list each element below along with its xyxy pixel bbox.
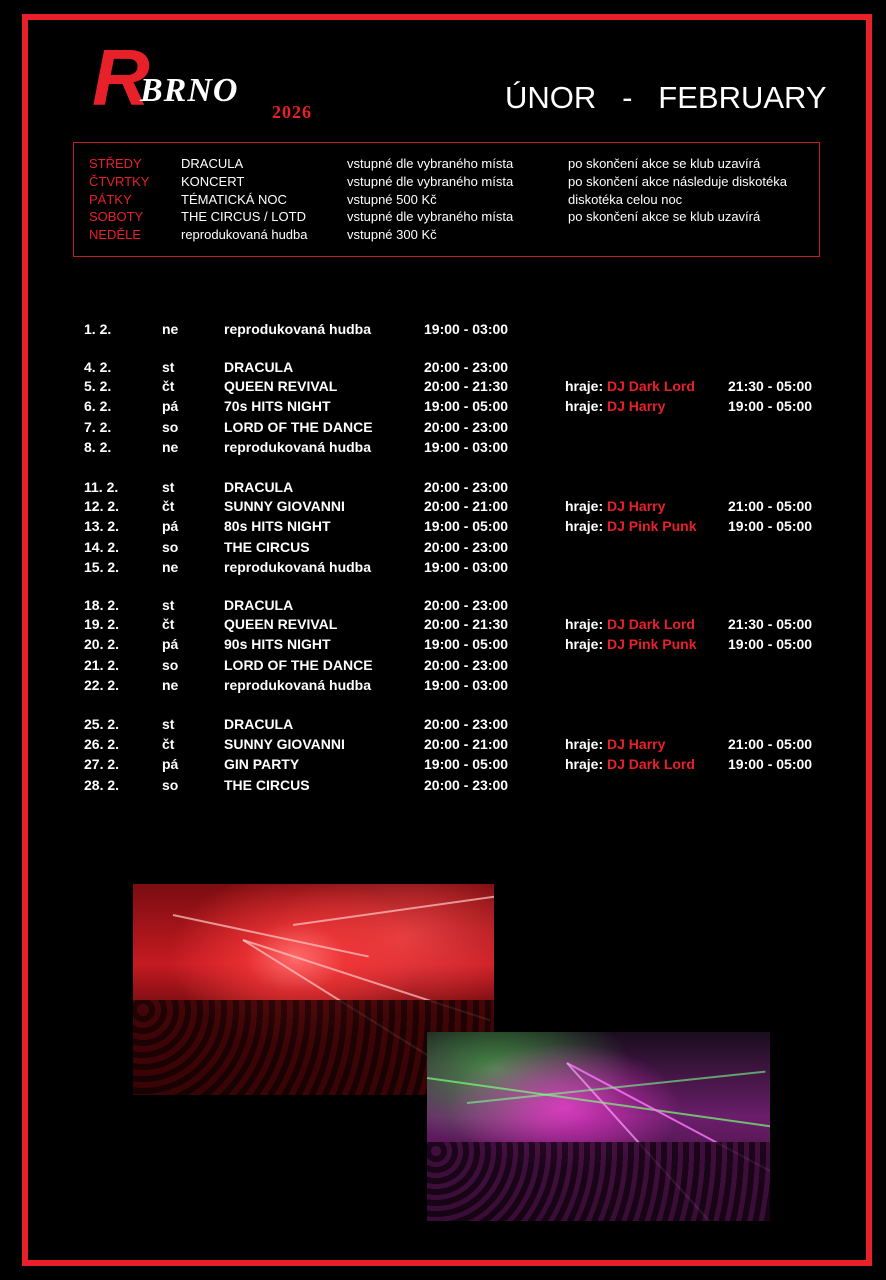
hraje-label: hraje: xyxy=(565,398,608,414)
info-day: SOBOTY xyxy=(89,209,144,224)
event-name: 80s HITS NIGHT xyxy=(224,518,331,534)
dj-time: 19:00 - 05:00 xyxy=(728,398,813,414)
event-weekday: čt xyxy=(162,378,175,394)
event-weekday: čt xyxy=(162,616,175,632)
schedule-row xyxy=(0,398,886,418)
info-event: THE CIRCUS / LOTD xyxy=(181,209,306,224)
dj-line xyxy=(565,616,695,632)
event-name: 90s HITS NIGHT xyxy=(224,636,331,652)
event-weekday: st xyxy=(162,716,175,732)
event-date: 1. 2. xyxy=(84,321,112,337)
info-row-saturday xyxy=(74,209,819,227)
event-name: QUEEN REVIVAL xyxy=(224,378,338,394)
dj-time: 19:00 - 05:00 xyxy=(728,518,813,534)
dj-time: 21:30 - 05:00 xyxy=(728,378,813,394)
hraje-label: hraje: xyxy=(565,756,608,772)
dj-line xyxy=(565,736,665,752)
event-date: 5. 2. xyxy=(84,378,112,394)
dj-line xyxy=(565,756,695,772)
schedule-row xyxy=(0,518,886,538)
dj-name: DJ Harry xyxy=(607,398,666,414)
dj-time: 19:00 - 05:00 xyxy=(728,756,813,772)
info-row-friday xyxy=(74,192,819,210)
event-weekday: so xyxy=(162,777,179,793)
dj-name: DJ Harry xyxy=(607,498,666,514)
event-name: DRACULA xyxy=(224,359,294,375)
info-row-sunday xyxy=(74,227,819,245)
hraje-label: hraje: xyxy=(565,498,608,514)
event-weekday: st xyxy=(162,359,175,375)
event-time: 20:00 - 23:00 xyxy=(424,539,509,555)
event-weekday: pá xyxy=(162,756,179,772)
schedule-row xyxy=(0,616,886,636)
event-date: 28. 2. xyxy=(84,777,120,793)
info-day: STŘEDY xyxy=(89,156,142,171)
dj-line xyxy=(565,636,696,652)
hraje-label: hraje: xyxy=(565,736,608,752)
hraje-label: hraje: xyxy=(565,616,608,632)
dj-line xyxy=(565,498,665,514)
event-date: 18. 2. xyxy=(84,597,120,613)
info-note: po skončení akce následuje diskotéka xyxy=(568,174,787,189)
event-weekday: čt xyxy=(162,736,175,752)
event-weekday: st xyxy=(162,479,175,495)
event-time: 20:00 - 23:00 xyxy=(424,419,509,435)
schedule-row xyxy=(0,479,886,499)
schedule-row xyxy=(0,419,886,439)
club-photo-laser xyxy=(427,1032,770,1221)
dj-line xyxy=(565,398,665,414)
event-date: 6. 2. xyxy=(84,398,112,414)
weekly-info-box xyxy=(73,142,820,257)
schedule-row xyxy=(0,539,886,559)
event-date: 20. 2. xyxy=(84,636,120,652)
event-time: 19:00 - 05:00 xyxy=(424,518,509,534)
event-date: 15. 2. xyxy=(84,559,120,575)
event-time: 19:00 - 03:00 xyxy=(424,439,509,455)
event-weekday: ne xyxy=(162,439,179,455)
event-time: 20:00 - 21:00 xyxy=(424,736,509,752)
event-time: 19:00 - 03:00 xyxy=(424,321,509,337)
info-note: diskotéka celou noc xyxy=(568,192,683,207)
schedule-row xyxy=(0,321,886,341)
info-note: po skončení akce se klub uzavírá xyxy=(568,209,761,224)
info-day: PÁTKY xyxy=(89,192,132,207)
dj-name: DJ Harry xyxy=(607,736,666,752)
schedule-row xyxy=(0,657,886,677)
event-name: GIN PARTY xyxy=(224,756,300,772)
event-time: 20:00 - 23:00 xyxy=(424,777,509,793)
event-name: THE CIRCUS xyxy=(224,777,310,793)
schedule-row xyxy=(0,378,886,398)
event-name: DRACULA xyxy=(224,716,294,732)
schedule-row xyxy=(0,359,886,379)
event-date: 22. 2. xyxy=(84,677,120,693)
dj-name: DJ Dark Lord xyxy=(607,616,695,632)
event-name: 70s HITS NIGHT xyxy=(224,398,331,414)
event-name: reprodukovaná hudba xyxy=(224,559,372,575)
event-name: QUEEN REVIVAL xyxy=(224,616,338,632)
info-admission: vstupné 300 Kč xyxy=(347,227,437,242)
event-date: 19. 2. xyxy=(84,616,120,632)
hraje-label: hraje: xyxy=(565,378,608,394)
event-name: reprodukovaná hudba xyxy=(224,439,372,455)
event-time: 20:00 - 21:30 xyxy=(424,378,509,394)
event-time: 19:00 - 03:00 xyxy=(424,677,509,693)
schedule-row xyxy=(0,597,886,617)
event-date: 4. 2. xyxy=(84,359,112,375)
dj-name: DJ Dark Lord xyxy=(607,756,695,772)
dj-name: DJ Pink Punk xyxy=(607,636,697,652)
event-time: 20:00 - 23:00 xyxy=(424,657,509,673)
rbrno-logo xyxy=(92,33,332,126)
event-name: reprodukovaná hudba xyxy=(224,677,372,693)
info-admission: vstupné dle vybraného místa xyxy=(347,209,514,224)
info-day: ČTVRTKY xyxy=(89,174,150,189)
schedule-row xyxy=(0,716,886,736)
event-date: 11. 2. xyxy=(84,479,119,495)
event-date: 27. 2. xyxy=(84,756,120,772)
info-row-wednesday xyxy=(74,156,819,174)
event-time: 20:00 - 23:00 xyxy=(424,359,509,375)
schedule-row xyxy=(0,636,886,656)
event-time: 19:00 - 03:00 xyxy=(424,559,509,575)
info-admission: vstupné dle vybraného místa xyxy=(347,174,514,189)
info-day: NEDĚLE xyxy=(89,227,142,242)
dj-name: DJ Pink Punk xyxy=(607,518,697,534)
dj-time: 21:00 - 05:00 xyxy=(728,736,813,752)
event-name: LORD OF THE DANCE xyxy=(224,419,373,435)
hraje-label: hraje: xyxy=(565,518,608,534)
event-weekday: pá xyxy=(162,518,179,534)
event-time: 19:00 - 05:00 xyxy=(424,636,509,652)
event-date: 21. 2. xyxy=(84,657,120,673)
event-date: 14. 2. xyxy=(84,539,120,555)
event-time: 19:00 - 05:00 xyxy=(424,756,509,772)
schedule-row xyxy=(0,439,886,459)
event-time: 20:00 - 23:00 xyxy=(424,479,509,495)
event-date: 7. 2. xyxy=(84,419,112,435)
event-name: LORD OF THE DANCE xyxy=(224,657,373,673)
dj-time: 21:00 - 05:00 xyxy=(728,498,813,514)
event-name: SUNNY GIOVANNI xyxy=(224,498,345,514)
info-event: DRACULA xyxy=(181,156,244,171)
info-note: po skončení akce se klub uzavírá xyxy=(568,156,761,171)
info-event: reprodukovaná hudba xyxy=(181,227,308,242)
event-date: 25. 2. xyxy=(84,716,120,732)
event-name: THE CIRCUS xyxy=(224,539,310,555)
event-weekday: čt xyxy=(162,498,175,514)
event-date: 26. 2. xyxy=(84,736,120,752)
dj-line xyxy=(565,518,696,534)
event-time: 20:00 - 23:00 xyxy=(424,716,509,732)
event-weekday: st xyxy=(162,597,175,613)
event-name: SUNNY GIOVANNI xyxy=(224,736,345,752)
dj-name: DJ Dark Lord xyxy=(607,378,695,394)
event-time: 19:00 - 05:00 xyxy=(424,398,509,414)
event-name: reprodukovaná hudba xyxy=(224,321,372,337)
event-weekday: pá xyxy=(162,636,179,652)
schedule-row xyxy=(0,756,886,776)
event-weekday: so xyxy=(162,657,179,673)
event-weekday: ne xyxy=(162,321,179,337)
info-admission: vstupné 500 Kč xyxy=(347,192,437,207)
event-name: DRACULA xyxy=(224,597,294,613)
logo-letter-r: R xyxy=(92,33,150,122)
logo-brno-text: BRNO xyxy=(140,72,239,109)
schedule-row xyxy=(0,498,886,518)
event-date: 13. 2. xyxy=(84,518,120,534)
event-date: 12. 2. xyxy=(84,498,120,514)
event-time: 20:00 - 23:00 xyxy=(424,597,509,613)
logo-year: 2026 xyxy=(272,102,312,122)
hraje-label: hraje: xyxy=(565,636,608,652)
event-time: 20:00 - 21:00 xyxy=(424,498,509,514)
event-weekday: pá xyxy=(162,398,179,414)
dj-line xyxy=(565,378,695,394)
event-weekday: ne xyxy=(162,677,179,693)
schedule-row xyxy=(0,677,886,697)
schedule-row xyxy=(0,777,886,797)
info-admission: vstupné dle vybraného místa xyxy=(347,156,514,171)
event-weekday: so xyxy=(162,419,179,435)
event-time: 20:00 - 21:30 xyxy=(424,616,509,632)
schedule-row xyxy=(0,736,886,756)
dj-time: 21:30 - 05:00 xyxy=(728,616,813,632)
dj-time: 19:00 - 05:00 xyxy=(728,636,813,652)
schedule-row xyxy=(0,559,886,579)
event-name: DRACULA xyxy=(224,479,294,495)
info-event: TÉMATICKÁ NOC xyxy=(181,192,287,207)
info-row-thursday xyxy=(74,174,819,192)
event-weekday: ne xyxy=(162,559,179,575)
event-weekday: so xyxy=(162,539,179,555)
info-event: KONCERT xyxy=(181,174,245,189)
month-title: ÚNOR - FEBRUARY xyxy=(505,80,827,115)
event-date: 8. 2. xyxy=(84,439,112,455)
